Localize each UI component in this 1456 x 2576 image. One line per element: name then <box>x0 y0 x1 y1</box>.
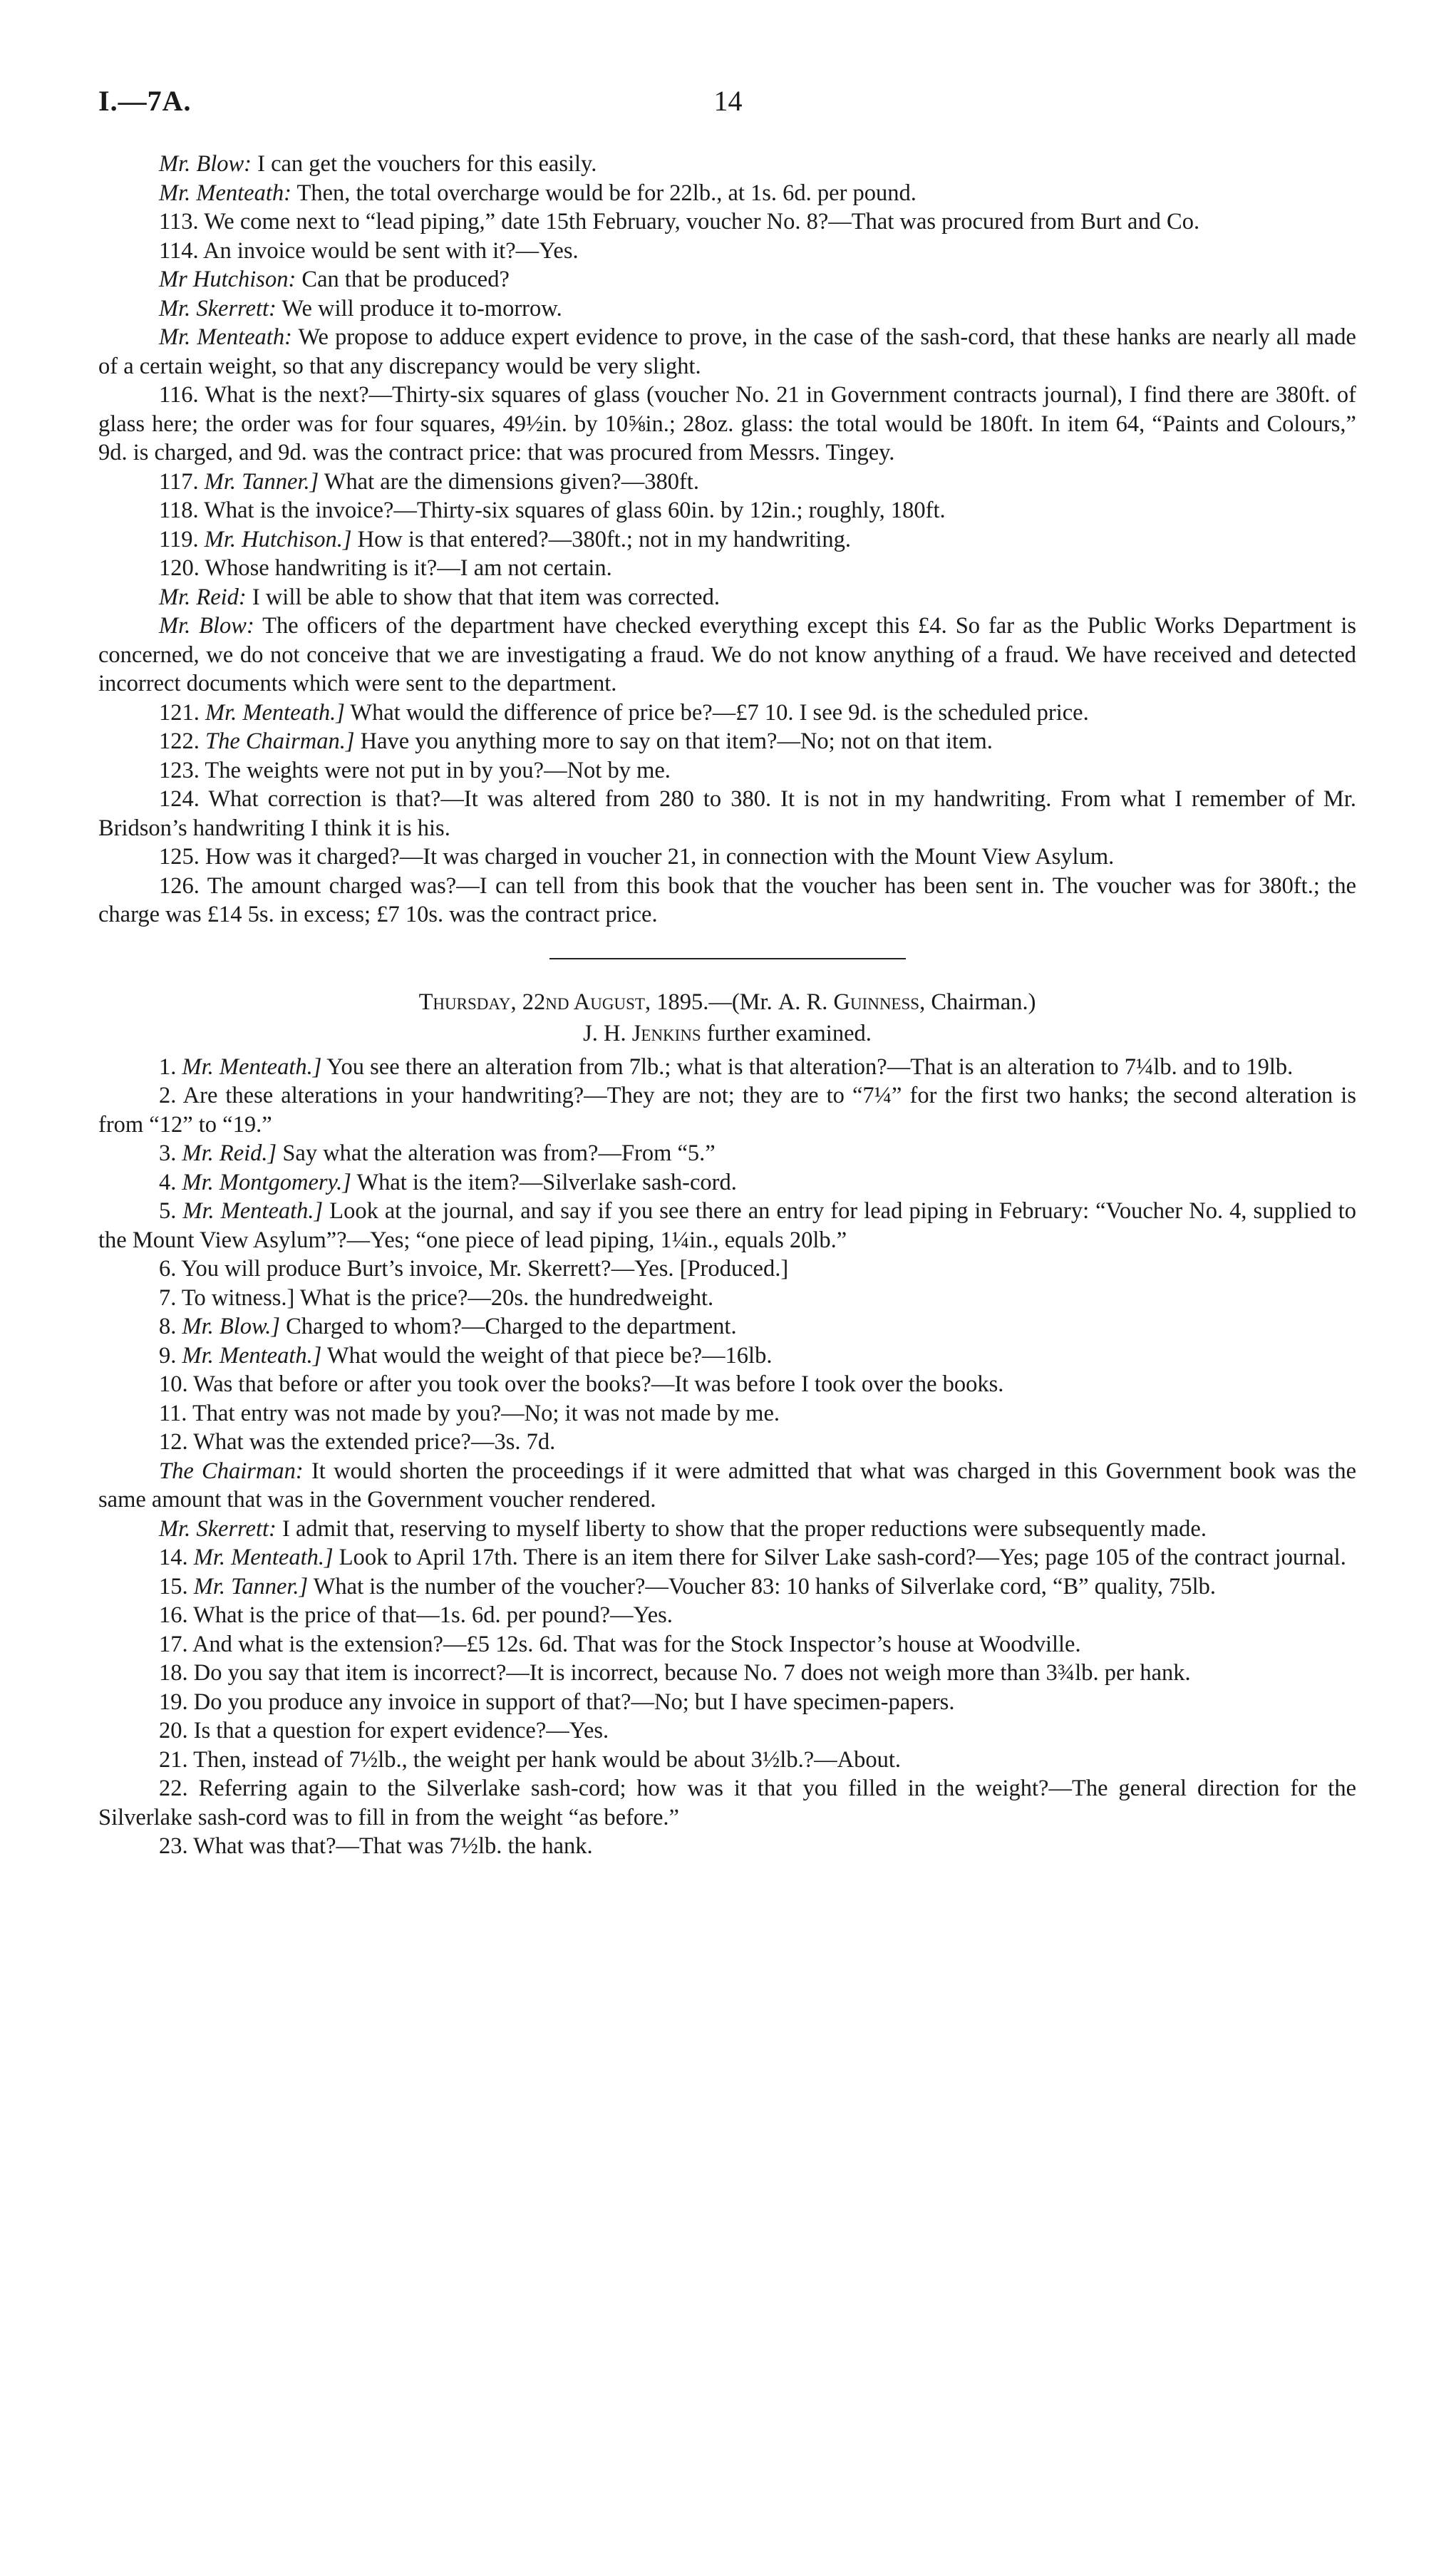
session-date: , 22nd August <box>510 989 645 1015</box>
testimony-paragraph <box>98 1515 1356 1544</box>
paragraph-text: 117. <box>159 468 205 495</box>
speaker-name: Mr. Blow.] <box>182 1314 281 1339</box>
testimony-paragraph <box>98 294 1356 324</box>
testimony-paragraph <box>98 554 1356 583</box>
paragraph-text: 20. Is that a question for expert evidence?—Yes. <box>159 1718 609 1743</box>
testimony-paragraph <box>98 699 1356 728</box>
testimony-paragraph <box>98 1688 1356 1717</box>
paragraph-text: Say what the alteration was from?—From “5.” <box>277 1140 716 1166</box>
testimony-paragraph <box>98 1428 1356 1457</box>
page-number: 14 <box>713 85 743 117</box>
paragraph-text: Look at the journal, and say if you see there an entry for lead piping in February: “Voucher No. 4, supplied to the Mount View Asylum”?—Yes; “one piece of lead piping, 1¼in., equals 20lb.” <box>98 1198 1357 1253</box>
session-year: , 1895.—(Mr. <box>644 989 778 1015</box>
speaker-name: Mr. Menteath: <box>159 180 291 206</box>
section-divider <box>549 958 906 959</box>
speaker-name: Mr. Tanner.] <box>204 468 319 495</box>
testimony-paragraph <box>98 1081 1356 1139</box>
speaker-name: Mr. Blow: <box>159 613 254 639</box>
testimony-paragraph <box>98 785 1356 843</box>
paragraph-text: 122. <box>159 728 205 754</box>
chairman-name: A. R. Guinness <box>778 989 920 1015</box>
document-body <box>98 150 1356 1861</box>
paragraph-text: Can that be produced? <box>296 267 510 292</box>
testimony-paragraph <box>98 150 1356 179</box>
paragraph-text: 4. <box>159 1169 182 1195</box>
paragraph-text: I can get the vouchers for this easily. <box>252 151 597 177</box>
testimony-paragraph <box>98 843 1356 872</box>
paragraph-text: I admit that, reserving to myself liberty to show that the proper reductions were subsequently made. <box>276 1515 1207 1542</box>
testimony-paragraph <box>98 1630 1356 1659</box>
testimony-paragraph <box>98 496 1356 525</box>
testimony-paragraph <box>98 1341 1356 1371</box>
session-day: Thursday <box>418 989 511 1015</box>
speaker-name: Mr. Blow: <box>159 151 252 177</box>
testimony-paragraph <box>98 1659 1356 1688</box>
paragraph-text: What are the dimensions given?—380ft. <box>319 468 699 495</box>
testimony-paragraph <box>98 1197 1356 1254</box>
speaker-name: The Chairman: <box>159 1458 304 1484</box>
paragraph-text: How is that entered?—380ft.; not in my handwriting. <box>351 526 851 552</box>
witness-name: J. H. Jenkins <box>583 1021 701 1046</box>
paragraph-text: The officers of the department have checked everything except this £4. So far as the Public Works Department is concerned, we do not conceive that we are investigating a fraud. We do not know anything of a fraud. We have received and detected incorrect documents which were sent to the department. <box>98 613 1356 696</box>
paragraph-text: What would the weight of that piece be?—16lb. <box>321 1342 773 1369</box>
paragraph-text: 23. What was that?—That was 7½lb. the hank. <box>159 1833 593 1859</box>
paragraph-text: 11. That entry was not made by you?—No; it was not made by me. <box>159 1400 780 1426</box>
testimony-paragraph <box>98 1168 1356 1197</box>
paragraph-text: 16. What is the price of that—1s. 6d. per pound?—Yes. <box>159 1602 673 1628</box>
testimony-paragraph <box>98 1572 1356 1602</box>
speaker-name: Mr. Montgomery.] <box>182 1169 351 1195</box>
paragraph-text: You see there an alteration from 7lb.; what is that alteration?—That is an alteration to 7¼lb. and to 19lb. <box>321 1053 1294 1080</box>
paragraph-text: Charged to whom?—Charged to the department. <box>280 1314 737 1339</box>
paragraph-text: 9. <box>159 1342 182 1369</box>
testimony-paragraph <box>98 1543 1356 1572</box>
speaker-name: Mr. Menteath.] <box>182 1342 322 1369</box>
paragraph-text: 118. What is the invoice?—Thirty-six squares of glass 60in. by 12in.; roughly, 180ft. <box>159 498 946 523</box>
testimony-paragraph <box>98 207 1356 237</box>
paragraph-text: 15. <box>159 1573 194 1599</box>
speaker-name: Mr. Tanner.] <box>193 1573 309 1599</box>
testimony-paragraph <box>98 727 1356 756</box>
paragraph-text: 119. <box>159 526 205 552</box>
testimony-paragraph <box>98 468 1356 497</box>
testimony-paragraph <box>98 179 1356 208</box>
speaker-name: Mr Hutchison: <box>159 267 296 292</box>
speaker-name: Mr. Menteath.] <box>193 1545 334 1570</box>
paragraph-text: 124. What correction is that?—It was altered from 280 to 380. It is not in my handwriting. From what I remember of Mr. Bridson’s handwriting I think it is his. <box>98 786 1356 841</box>
paragraph-text: Then, the total overcharge would be for 22lb., at 1s. 6d. per pound. <box>291 180 917 206</box>
testimony-paragraph <box>98 583 1356 612</box>
paragraph-text: 14. <box>159 1545 194 1570</box>
paragraph-text: 2. Are these alterations in your handwriting?—They are not; they are to “7¼” for the first two hanks; the second alteration is from “12” to “19.” <box>98 1083 1356 1138</box>
testimony-paragraph <box>98 1370 1356 1399</box>
paragraph-text: We will produce it to-morrow. <box>276 295 562 321</box>
testimony-paragraph <box>98 1254 1356 1284</box>
paragraph-text: 18. Do you say that item is incorrect?—It is incorrect, because No. 7 does not weigh more than 3¾lb. per hank. <box>159 1660 1191 1686</box>
paragraph-text: 10. Was that before or after you took over the books?—It was before I took over the books. <box>159 1371 1004 1397</box>
evidence-section-1 <box>98 150 1356 929</box>
testimony-paragraph <box>98 381 1356 468</box>
paragraph-text: 120. Whose handwriting is it?—I am not certain. <box>159 555 612 581</box>
testimony-paragraph <box>98 1312 1356 1341</box>
paragraph-text: 1. <box>159 1053 182 1080</box>
paragraph-text: Look to April 17th. There is an item there for Silver Lake sash-cord?—Yes; page 105 of the contract journal. <box>333 1545 1346 1570</box>
paragraph-text: 125. How was it charged?—It was charged in voucher 21, in connection with the Mount View Asylum. <box>159 844 1115 870</box>
paragraph-text: 113. We come next to “lead piping,” date 15th February, voucher No. 8?—That was procured from Burt and Co. <box>159 209 1200 235</box>
speaker-name: The Chairman.] <box>205 728 355 754</box>
speaker-name: Mr. Reid: <box>159 584 247 610</box>
speaker-name: Mr. Reid.] <box>182 1140 277 1166</box>
speaker-name: Mr. Menteath.] <box>182 1198 324 1224</box>
paragraph-text: What is the number of the voucher?—Voucher 83: 10 hanks of Silverlake cord, “B” quality, 75lb. <box>308 1573 1217 1599</box>
speaker-name: Mr. Menteath.] <box>182 1053 322 1080</box>
paragraph-text: 17. And what is the extension?—£5 12s. 6d. That was for the Stock Inspector’s house at Woodville. <box>159 1631 1081 1657</box>
testimony-paragraph <box>98 1457 1356 1515</box>
paragraph-text: We propose to adduce expert evidence to prove, in the case of the sash-cord, that these hanks are nearly all made of a certain weight, so that any discrepancy would be very slight. <box>98 324 1356 379</box>
testimony-paragraph <box>98 323 1356 381</box>
testimony-paragraph <box>98 1832 1356 1861</box>
paragraph-text: What is the item?—Silverlake sash-cord. <box>351 1169 737 1195</box>
testimony-paragraph <box>98 1399 1356 1428</box>
paragraph-text: 7. To witness.] What is the price?—20s. the hundredweight. <box>159 1284 714 1311</box>
paragraph-text: I will be able to show that that item was corrected. <box>246 584 720 610</box>
testimony-paragraph <box>98 1716 1356 1746</box>
paragraph-text: 116. What is the next?—Thirty-six squares of glass (voucher No. 21 in Government contracts journal), I find there are 380ft. of glass here; the order was for four squares, 49½in. by 10⅝in.; 28oz. glass: the total would be 180ft. In item 64, “Paints and Colours,” 9d. is charged, and 9d. was the contract price: that was procured from Messrs. Tingey. <box>98 382 1356 465</box>
paragraph-text: Have you anything more to say on that item?—No; not on that item. <box>354 728 993 754</box>
document-reference: I.—7A. <box>98 85 192 117</box>
paragraph-text: 19. Do you produce any invoice in support of that?—No; but I have specimen-papers. <box>159 1689 955 1715</box>
testimony-paragraph <box>98 1284 1356 1313</box>
testimony-paragraph <box>98 612 1356 699</box>
paragraph-text: 21. Then, instead of 7½lb., the weight per hank would be about 3½lb.?—About. <box>159 1746 902 1773</box>
speaker-name: Mr. Hutchison.] <box>204 526 352 552</box>
paragraph-text: 6. You will produce Burt’s invoice, Mr. Skerrett?—Yes. [Produced.] <box>159 1256 789 1282</box>
witness-heading <box>98 1019 1356 1049</box>
paragraph-text: 5. <box>159 1198 183 1224</box>
page-header <box>98 84 1358 127</box>
paragraph-text: 3. <box>159 1140 182 1166</box>
session-heading <box>98 988 1356 1017</box>
paragraph-text: 114. An invoice would be sent with it?—Yes. <box>159 237 579 264</box>
paragraph-text: What would the difference of price be?—£7 10. I see 9d. is the scheduled price. <box>344 699 1089 726</box>
paragraph-text: 123. The weights were not put in by you?—Not by me. <box>159 757 671 783</box>
evidence-section-2 <box>98 1053 1356 1861</box>
speaker-name: Mr. Menteath.] <box>205 699 345 726</box>
paragraph-text: 126. The amount charged was?—I can tell from this book that the voucher has been sent in. The voucher was for 380ft.; the charge was £14 5s. in excess; £7 10s. was the contract price. <box>98 872 1356 927</box>
testimony-paragraph <box>98 1774 1356 1832</box>
paragraph-text: 8. <box>159 1314 182 1339</box>
testimony-paragraph <box>98 756 1356 785</box>
paragraph-text: 22. Referring again to the Silverlake sash-cord; how was it that you filled in the weight?—The general direction for the Silverlake sash-cord was to fill in from the weight “as before.” <box>98 1776 1356 1830</box>
testimony-paragraph <box>98 265 1356 294</box>
testimony-paragraph <box>98 1139 1356 1168</box>
testimony-paragraph <box>98 872 1356 929</box>
testimony-paragraph <box>98 237 1356 266</box>
testimony-paragraph <box>98 1746 1356 1775</box>
paragraph-text: It would shorten the proceedings if it were admitted that what was charged in this Government book was the same amount that was in the Government voucher rendered. <box>98 1458 1356 1513</box>
testimony-paragraph <box>98 525 1356 555</box>
testimony-paragraph <box>98 1601 1356 1630</box>
speaker-name: Mr. Skerrett: <box>159 1515 277 1542</box>
speaker-name: Mr. Menteath: <box>159 324 292 350</box>
testimony-paragraph <box>98 1053 1356 1082</box>
paragraph-text: 121. <box>159 699 205 726</box>
paragraph-text: 12. What was the extended price?—3s. 7d. <box>159 1429 556 1455</box>
chairman-label: , Chairman.) <box>919 989 1036 1015</box>
speaker-name: Mr. Skerrett: <box>159 295 277 321</box>
witness-status: further examined. <box>701 1021 872 1046</box>
